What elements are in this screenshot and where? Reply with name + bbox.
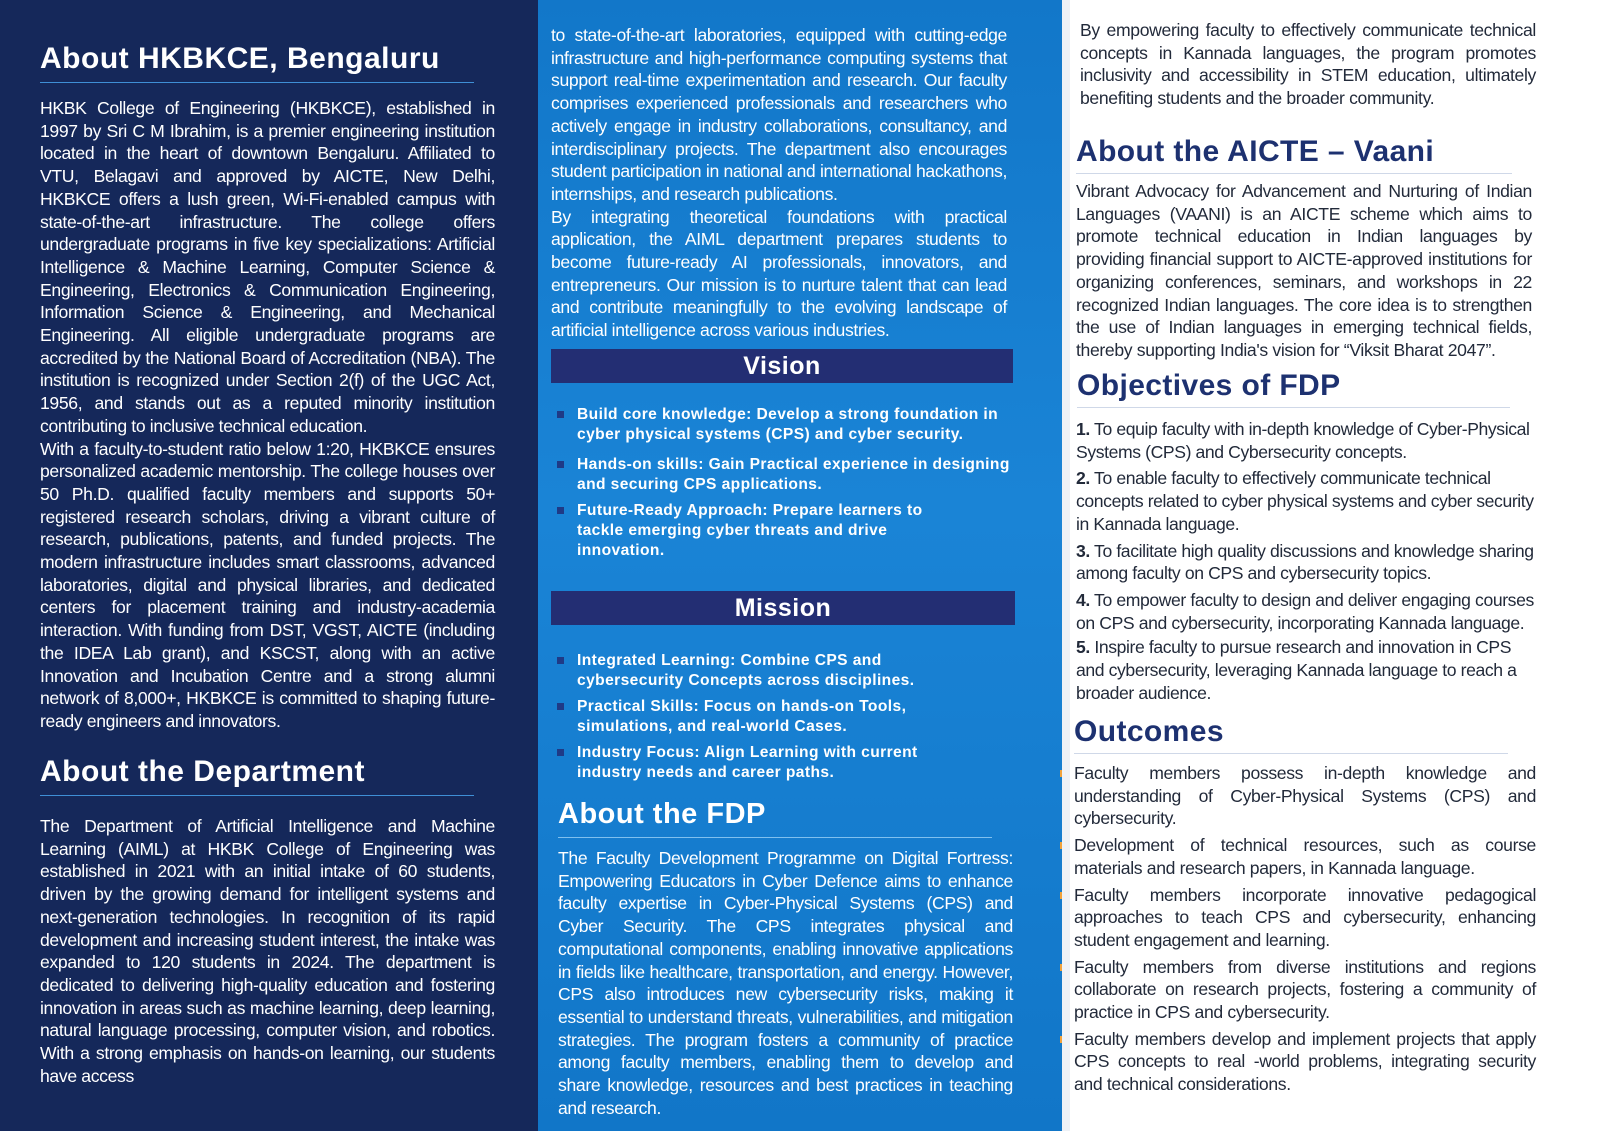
left-panel	[0, 0, 538, 1131]
middle-panel	[538, 0, 1062, 1131]
about-vaani-heading: About the AICTE – Vaani	[1076, 135, 1435, 168]
list-item: Industry Focus: Align Learning with current industry needs and career paths.	[555, 743, 975, 783]
intro-paragraph: By empowering faculty to effectively communicate technical concepts in Kannada languages, the program promotes inclusivity and accessibility in STEM education, ultimately benefiting students and the broader community.	[1080, 20, 1536, 109]
about-department-heading: About the Department	[40, 755, 365, 788]
list-item: Development of technical resources, such as course materials and research papers, in Kannada language.	[1060, 834, 1536, 879]
objectives-heading: Objectives of FDP	[1077, 369, 1341, 402]
about-hkbkce-paragraph-2: With a faculty-to-student ratio below 1:20, HKBKCE ensures personalized academic mentorship. The college houses over 50 Ph.D. qualified faculty members and supports 50+ registered research scholars, driving a vibrant culture of research, publications, patents, and funded projects. The modern infrastructure includes smart classrooms, advanced laboratories, digital and physical libraries, and dedicated centers for placement training and industry-academia interaction. With funding from DST, VGST, AICTE (including the IDEA Lab grant), and KSCST, along with an active Innovation and Incubation Centre and a strong alumni network of 8,000+, HKBKCE is committed to shaping future-ready engineers and innovators.	[40, 438, 495, 731]
list-item: Practical Skills: Focus on hands-on Tools, simulations, and real-world Cases.	[555, 697, 975, 737]
list-item: Faculty members incorporate innovative pedagogical approaches to teach CPS and cybersecurity, enhancing student engagement and learning.	[1060, 884, 1536, 952]
heading-divider	[40, 795, 474, 796]
list-item: Faculty members possess in-depth knowledge and understanding of Cyber-Physical Systems (CPS) and cybersecurity.	[1060, 762, 1536, 830]
list-item: 4. To empower faculty to design and deliver engaging courses on CPS and cybersecurity, incorporating Kannada language.	[1076, 589, 1534, 633]
list-item: 1. To equip faculty with in-depth knowledge of Cyber-Physical Systems (CPS) and Cybersecurity concepts.	[1076, 419, 1530, 462]
department-continued-paragraph-1: to state-of-the-art laboratories, equipped with cutting-edge infrastructure and high-performance computing systems that support real-time experimentation and research. Our faculty comprises experienced professionals and researchers who actively engage in industry collaborations, consultancy, and interdisciplinary projects. The department also encourages student participation in national and international hackathons, internships, and research publications.	[551, 25, 1007, 204]
vision-list	[555, 405, 1017, 561]
about-fdp-paragraph: The Faculty Development Programme on Digital Fortress: Empowering Educators in Cyber Defence aims to enhance faculty expertise in Cyber-Physical Systems (CPS) and Cyber Security. The CPS integrates physical and computational components, enabling innovative applications in fields like healthcare, transportation, and energy. However, CPS also introduces new cybersecurity risks, making it essential to understand threats, vulnerabilities, and mitigation strategies. The program fosters a community of practice among faculty members, enabling them to develop and share knowledge, resources and best practices in teaching and research.	[558, 848, 1013, 1118]
heading-divider	[558, 837, 992, 838]
objectives-list	[1076, 418, 1534, 704]
bullet-square-icon	[557, 461, 564, 468]
list-item: 3. To facilitate high quality discussions and knowledge sharing among faculty on CPS and cybersecurity topics.	[1076, 540, 1534, 584]
bullet-square-icon	[557, 657, 564, 664]
bullet-square-icon	[557, 703, 564, 710]
right-panel	[1062, 0, 1600, 1131]
bullet-square-icon	[557, 507, 564, 514]
mission-heading: Mission	[551, 591, 1015, 625]
heading-divider	[1076, 173, 1512, 174]
about-hkbkce-heading: About HKBKCE, Bengaluru	[40, 42, 440, 75]
vision-heading: Vision	[551, 349, 1013, 383]
list-item: 5. Inspire faculty to pursue research and innovation in CPS and cybersecurity, leveraging Kannada language to reach a broader audience.	[1076, 637, 1517, 703]
list-item: 2. To enable faculty to effectively communicate technical concepts related to cyber physical systems and cyber security in Kannada language.	[1076, 468, 1534, 534]
about-hkbkce-paragraph-1: HKBK College of Engineering (HKBKCE), established in 1997 by Sri C M Ibrahim, is a premier engineering institution located in the heart of downtown Bengaluru. Affiliated to VTU, Belagavi and approved by AICTE, New Delhi, HKBKCE offers a lush green, Wi-Fi-enabled campus with state-of-the-art infrastructure. The college offers undergraduate programs in five key specializations: Artificial Intelligence & Machine Learning, Computer Science & Engineering, Electronics & Communication Engineering, Information Science & Engineering, and Mechanical Engineering. All eligible undergraduate programs are accredited by the National Board of Accreditation (NBA). The institution is recognized under Section 2(f) of the UGC Act, 1956, and stands out as a reputed minority institution contributing to inclusive technical education.	[40, 98, 495, 436]
bullet-square-icon	[557, 749, 564, 756]
panel-fold-edge	[1062, 0, 1070, 1131]
list-item: Faculty members from diverse institutions and regions collaborate on research projects, fostering a community of practice in CPS and cybersecurity.	[1060, 956, 1536, 1024]
department-continued-paragraph-2: By integrating theoretical foundations with practical application, the AIML department prepares students to become future-ready AI professionals, innovators, and entrepreneurs. Our mission is to nurture talent that can lead and contribute meaningfully to the evolving landscape of artificial intelligence across various industries.	[551, 206, 1007, 341]
about-department-paragraph: The Department of Artificial Intelligence and Machine Learning (AIML) at HKBK College of Engineering was established in 2021 with an initial intake of 60 students, driven by the growing demand for intelligent systems and next-generation technologies. In recognition of its rapid development and increasing student interest, the intake was expanded to 120 students in 2024. The department is dedicated to delivering high-quality education and fostering innovation in areas such as machine learning, deep learning, natural language processing, computer vision, and robotics. With a strong emphasis on hands-on learning, our students have access	[40, 816, 495, 1086]
bullet-square-icon	[557, 411, 564, 418]
outcomes-list	[1060, 762, 1536, 1096]
outcomes-heading: Outcomes	[1074, 715, 1224, 748]
about-fdp-heading: About the FDP	[558, 798, 766, 830]
heading-divider	[1077, 407, 1510, 408]
heading-divider	[1074, 753, 1508, 754]
list-item: Integrated Learning: Combine CPS and cybersecurity Concepts across disciplines.	[555, 651, 975, 691]
mission-list	[555, 651, 975, 783]
about-vaani-paragraph: Vibrant Advocacy for Advancement and Nurturing of Indian Languages (VAANI) is an AICTE scheme which aims to promote technical education in Indian languages by providing financial support to AICTE-approved institutions for organizing conferences, seminars, and workshops in 22 recognized Indian languages. The core idea is to strengthen the use of Indian languages in emerging technical fields, thereby supporting India's vision for “Viksit Bharat 2047”.	[1076, 181, 1532, 360]
heading-divider	[40, 82, 474, 83]
list-item: Faculty members develop and implement projects that apply CPS concepts to real -world problems, integrating security and technical considerations.	[1060, 1028, 1536, 1096]
list-item: Build core knowledge: Develop a strong foundation in cyber physical systems (CPS) and cyber security.	[555, 405, 1017, 445]
list-item: Future-Ready Approach: Prepare learners to tackle emerging cyber threats and drive innovation.	[555, 501, 1017, 561]
list-item: Hands-on skills: Gain Practical experience in designing and securing CPS applications.	[555, 455, 1017, 495]
